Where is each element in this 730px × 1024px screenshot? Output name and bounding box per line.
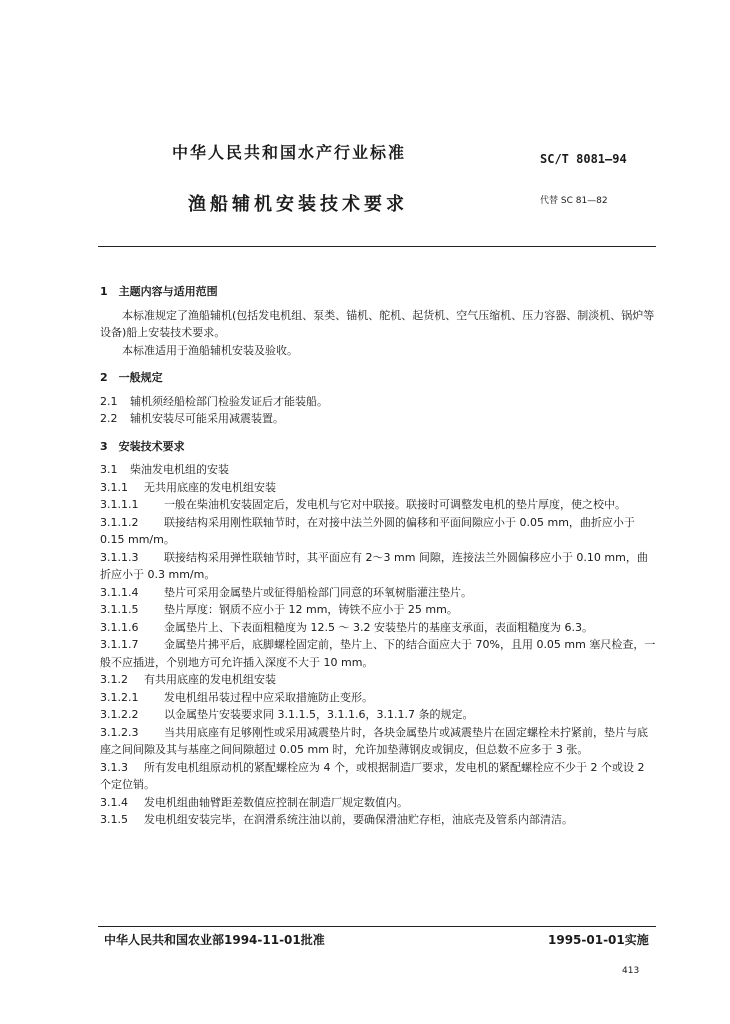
clause-number: 3.1.1.3 [100, 550, 139, 564]
standard-code: SC/T 8081—94 [540, 152, 627, 166]
clause-number: 2.2 [100, 412, 118, 425]
clause-number: 3.1.2.2 [100, 708, 139, 721]
clause-number: 3.1.2.1 [100, 690, 139, 704]
clause-number: 3.1.3 [100, 760, 128, 774]
standard-org: 中华人民共和国水产行业标准 [172, 143, 407, 162]
clause-text: 垫片可采用金属垫片或征得船检部门同意的环氧树脂灌注垫片。 [164, 585, 472, 599]
clause-number: 3.1.2 [100, 673, 128, 686]
clause-number: 3.1.4 [100, 795, 128, 809]
clause-number: 3.1.1.7 [100, 638, 139, 651]
clause-2-2 [100, 410, 658, 428]
clause-3-1-1-4 [100, 584, 658, 602]
clause-3-1-4 [100, 794, 658, 812]
clause-text: 一般在柴油机安装固定后，发电机与它对中联接。联接时可调整发电机的垫片厚度，使之校中。 [164, 498, 626, 511]
section-2-heading: 2 一般规定 [100, 371, 163, 384]
footer-rule [98, 926, 656, 927]
clause-number: 3.1.1.5 [100, 603, 139, 616]
clause-text: 当共用底座有足够刚性或采用减震垫片时，各块金属垫片或减震垫片在固定螺栓未拧紧前，垫片与底座之间间隙及其与基座之间间隙超过 0.05 mm 时，允许加垫薄钢皮或铜皮，但总数不应多于 3 张。 [100, 725, 648, 756]
document-title: 渔船辅机安装技术要求 [188, 194, 408, 215]
clause-text: 以金属垫片安装要求同 3.1.1.5，3.1.1.6，3.1.1.7 条的规定。 [164, 708, 474, 721]
clause-3-1-5 [100, 811, 658, 829]
clause-number: 3.1.1.4 [100, 585, 139, 599]
approval-line: 中华人民共和国农业部1994-11-01批准 [104, 933, 325, 947]
clause-number: 3.1.1.2 [100, 515, 139, 529]
clause-number: 3.1.1.6 [100, 620, 139, 634]
clause-text: 金属垫片拂平后，底脚螺栓固定前，垫片上、下的结合面应大于 70%，且用 0.05 mm 塞尺检查，一般不应插进，个别地方可允许插入深度不大于 10 mm。 [100, 638, 656, 669]
clause-number: 3.1.2.3 [100, 725, 139, 739]
clause-3-1-1-1 [100, 496, 658, 514]
clause-text: 垫片厚度：钢质不应小于 12 mm，铸铁不应小于 25 mm。 [164, 603, 458, 616]
clause-text: 联接结构采用刚性联轴节时，在对接中法兰外圆的偏移和平面间隙应小于 0.05 mm，曲折应小于 0.15 mm/m。 [100, 515, 635, 546]
page-number: 413 [622, 966, 640, 976]
section-1-heading: 1 主题内容与适用范围 [100, 285, 218, 298]
clause-text: 发电机组吊装过程中应采取措施防止变形。 [164, 690, 373, 704]
clause-text: 所有发电机组原动机的紧配螺栓应为 4 个，或根据制造厂要求，发电机的紧配螺栓应不少于 2 个或设 2 个定位销。 [100, 760, 645, 791]
clause-3-1-2 [100, 671, 658, 689]
document-body [100, 283, 658, 829]
clause-3-1-1-6 [100, 619, 658, 637]
clause-3-1 [100, 461, 658, 479]
clause-3-1-1-7 [100, 636, 658, 671]
clause-3-1-2-1 [100, 689, 658, 707]
clause-3-1-2-3 [100, 724, 658, 759]
clause-text: 发电机组安装完毕，在润滑系统注油以前，要确保滑油贮存柜，油底壳及管系内部清洁。 [144, 813, 573, 826]
clause-number: 3.1.5 [100, 813, 128, 826]
clause-text: 金属垫片上、下表面粗糙度为 12.5 ～ 3.2 安装垫片的基座支承面，表面粗糙度为 6.3。 [164, 620, 593, 634]
clause-text: 有共用底座的发电机组安装 [144, 673, 276, 686]
section-3-heading: 3 安装技术要求 [100, 439, 185, 453]
clause-text: 柴油发电机组的安装 [130, 463, 229, 476]
clause-number: 3.1.1 [100, 480, 128, 494]
clause-2-1 [100, 393, 658, 411]
clause-number: 3.1.1.1 [100, 498, 139, 511]
clause-text: 辅机安装尽可能采用减震装置。 [130, 412, 284, 425]
clause-text: 辅机须经船检部门检验发证后才能装船。 [130, 394, 328, 408]
clause-3-1-1 [100, 479, 658, 497]
replaces-note: 代替 SC 81—82 [540, 196, 608, 206]
clause-number: 2.1 [100, 394, 118, 408]
clause-3-1-2-2 [100, 706, 658, 724]
clause-text: 联接结构采用弹性联轴节时，其平面应有 2～3 mm 间隙，连接法兰外圆偏移应小于 0.10 mm，曲折应小于 0.3 mm/m。 [100, 550, 648, 581]
clause-3-1-1-3 [100, 549, 658, 584]
section-1-paragraph-2: 本标准适用于渔船辅机安装及验收。 [122, 343, 298, 357]
clause-3-1-1-2 [100, 514, 658, 549]
clause-3-1-1-5 [100, 601, 658, 619]
implementation-date: 1995-01-01实施 [548, 933, 649, 947]
clause-text: 发电机组曲轴臂距差数值应控制在制造厂规定数值内。 [144, 795, 408, 809]
header-rule [98, 246, 656, 247]
clause-text: 无共用底座的发电机组安装 [144, 480, 276, 494]
clause-3-1-3 [100, 759, 658, 794]
clause-number: 3.1 [100, 463, 118, 476]
section-1-paragraph-1: 本标准规定了渔船辅机(包括发电机组、泵类、锚机、舵机、起货机、空气压缩机、压力容器、制淡机、锅炉等设备)船上安装技术要求。 [100, 308, 655, 339]
